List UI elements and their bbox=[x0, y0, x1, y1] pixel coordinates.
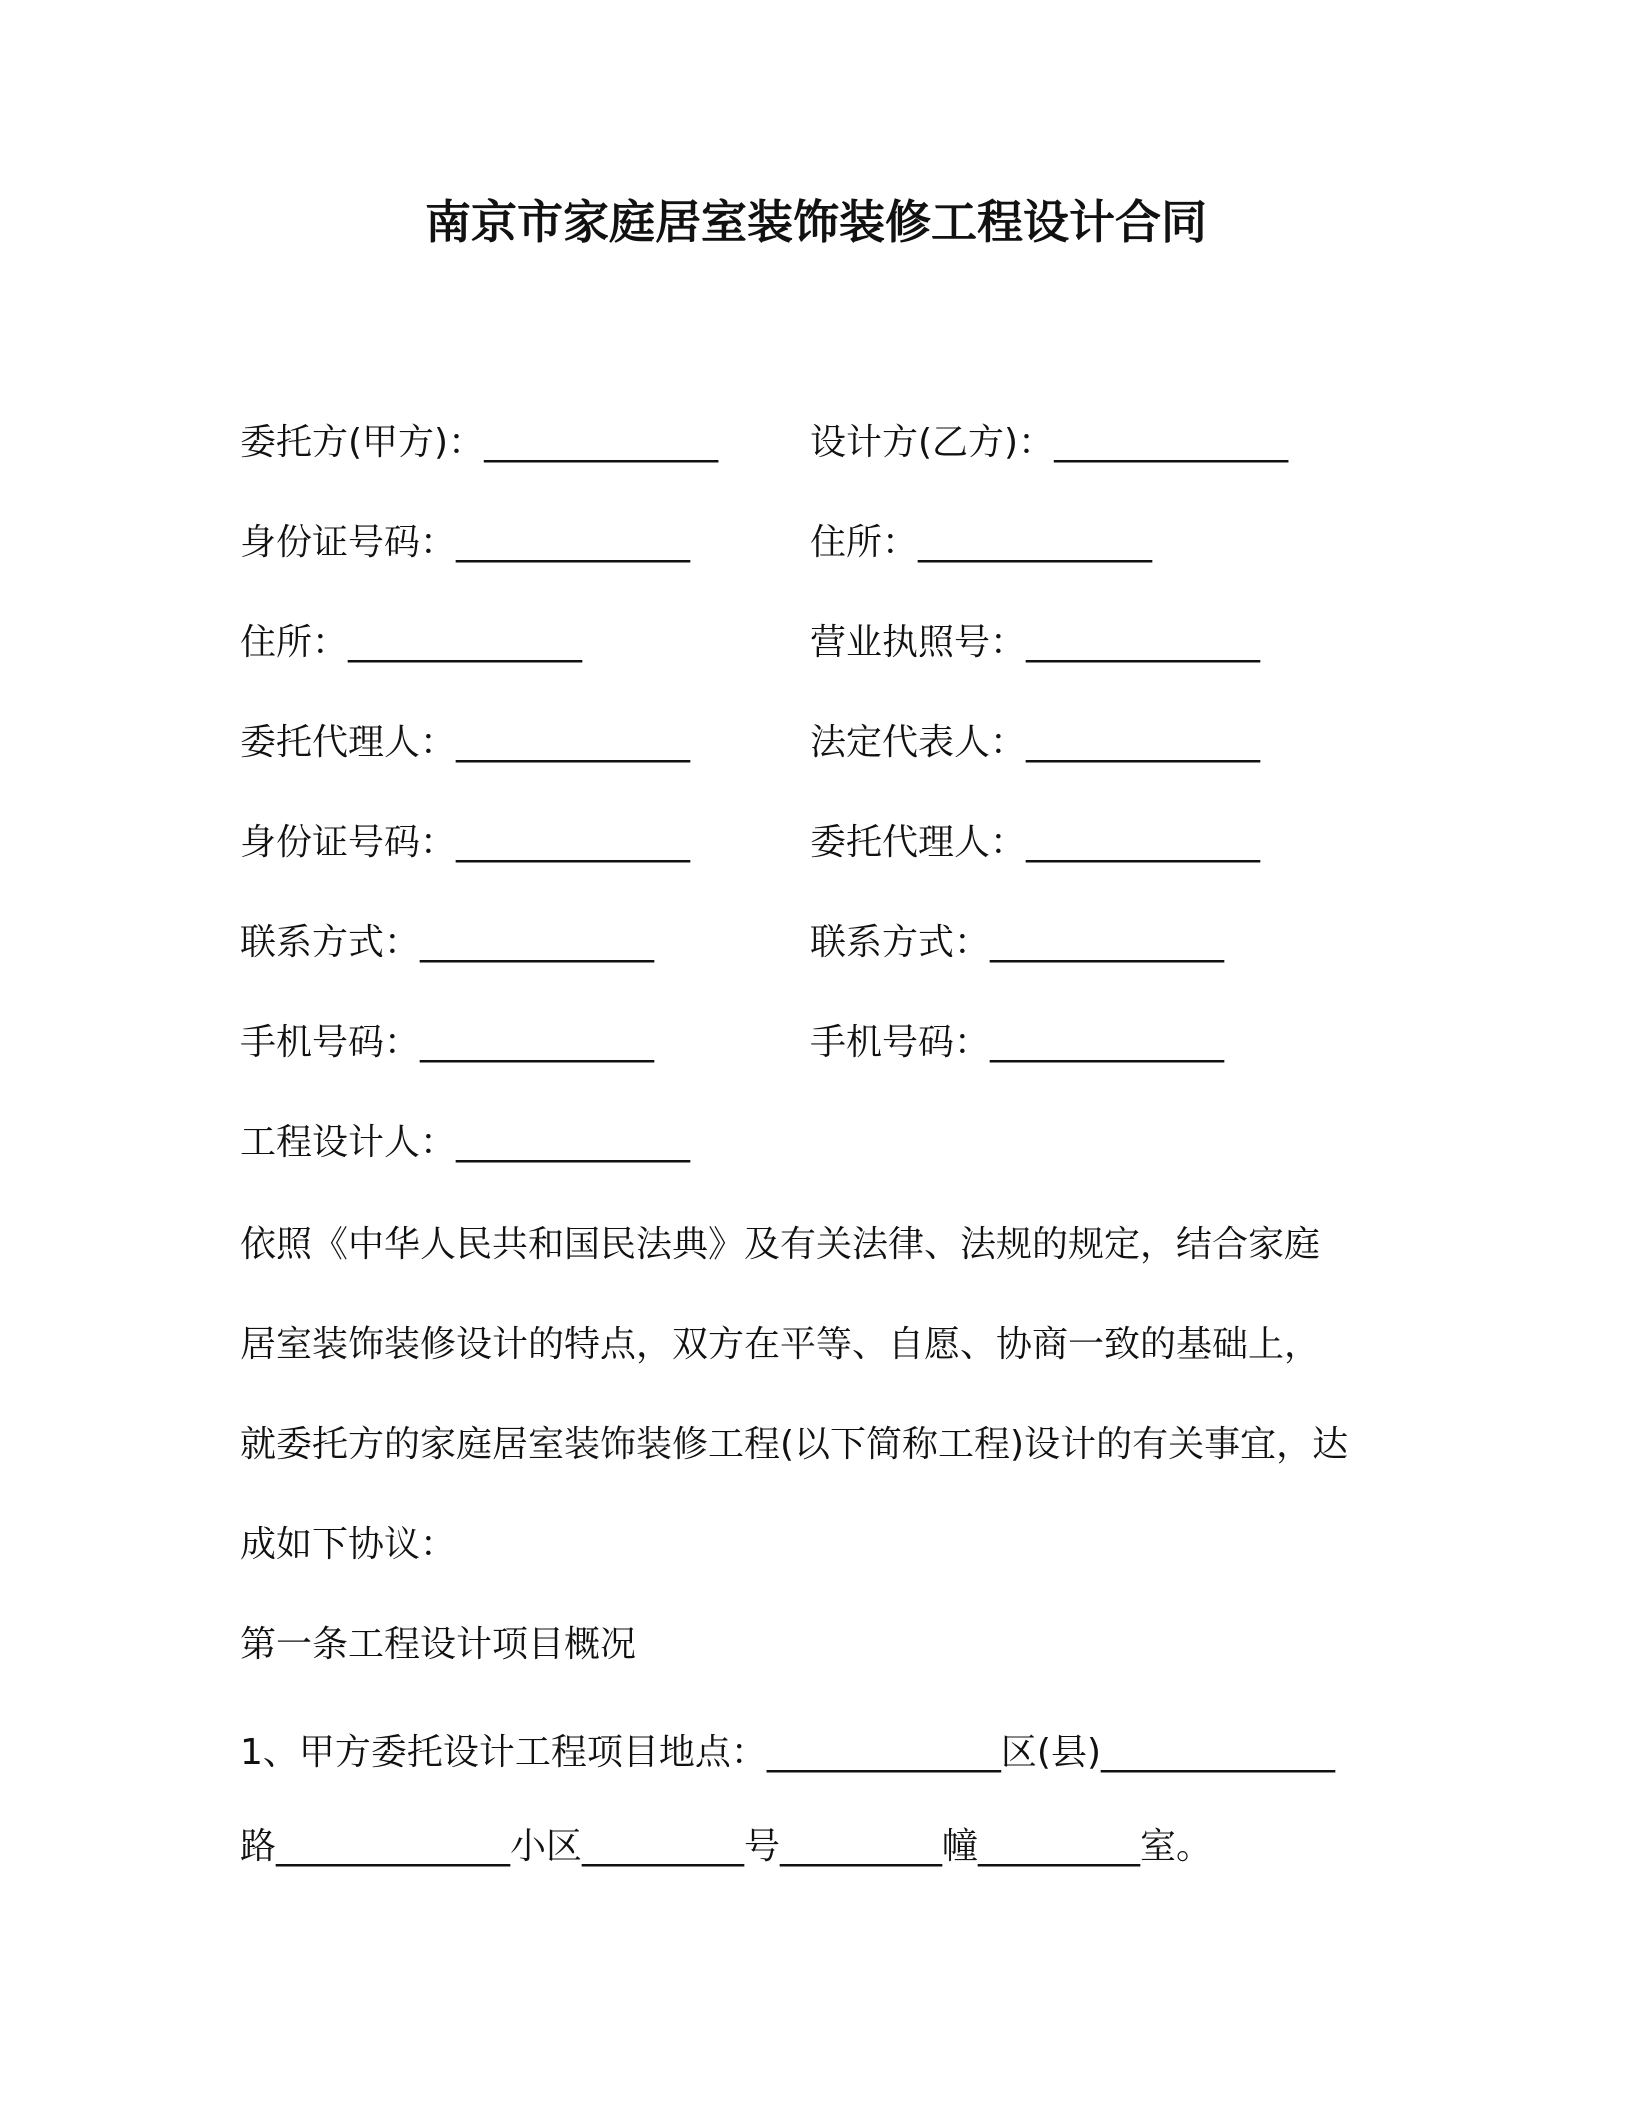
party-b-address-field: 住所：_____________ bbox=[810, 522, 1153, 563]
party-b-legal-rep-field: 法定代表人：_____________ bbox=[810, 722, 1261, 763]
party-b-mobile-field: 手机号码：_____________ bbox=[810, 1022, 1225, 1063]
party-a-client-field: 委托方(甲方)：_____________ bbox=[240, 422, 719, 463]
party-a-mobile-field: 手机号码：_____________ bbox=[240, 1022, 655, 1063]
party-a-agent-field: 委托代理人：_____________ bbox=[240, 722, 691, 763]
project-designer-field: 工程设计人：_____________ bbox=[240, 1122, 691, 1163]
article-1-item-1-line-1: 1、甲方委托设计工程项目地点：_____________区(县)_____________ bbox=[240, 1732, 1335, 1773]
party-b-designer-field: 设计方(乙方)：_____________ bbox=[810, 422, 1289, 463]
preamble-line-2: 居室装饰装修设计的特点，双方在平等、自愿、协商一致的基础上， bbox=[240, 1324, 1321, 1365]
preamble-line-4: 成如下协议： bbox=[240, 1524, 457, 1565]
party-b-business-license-field: 营业执照号：_____________ bbox=[810, 622, 1261, 663]
party-b-contact-field: 联系方式：_____________ bbox=[810, 922, 1225, 963]
article-1-item-1-line-2: 路_____________小区_________号_________幢_________室。 bbox=[240, 1826, 1212, 1867]
article-1-heading: 第一条工程设计项目概况 bbox=[240, 1624, 637, 1665]
party-a-contact-field: 联系方式：_____________ bbox=[240, 922, 655, 963]
party-a-id-number-field: 身份证号码：_____________ bbox=[240, 522, 691, 563]
document-title: 南京市家庭居室装饰装修工程设计合同 bbox=[425, 195, 1207, 249]
party-a-agent-id-field: 身份证号码：_____________ bbox=[240, 822, 691, 863]
preamble-line-1: 依照《中华人民共和国民法典》及有关法律、法规的规定，结合家庭 bbox=[240, 1224, 1321, 1265]
party-b-agent-field: 委托代理人：_____________ bbox=[810, 822, 1261, 863]
party-a-address-field: 住所：_____________ bbox=[240, 622, 583, 663]
preamble-line-3: 就委托方的家庭居室装饰装修工程(以下简称工程)设计的有关事宜，达 bbox=[240, 1424, 1349, 1465]
